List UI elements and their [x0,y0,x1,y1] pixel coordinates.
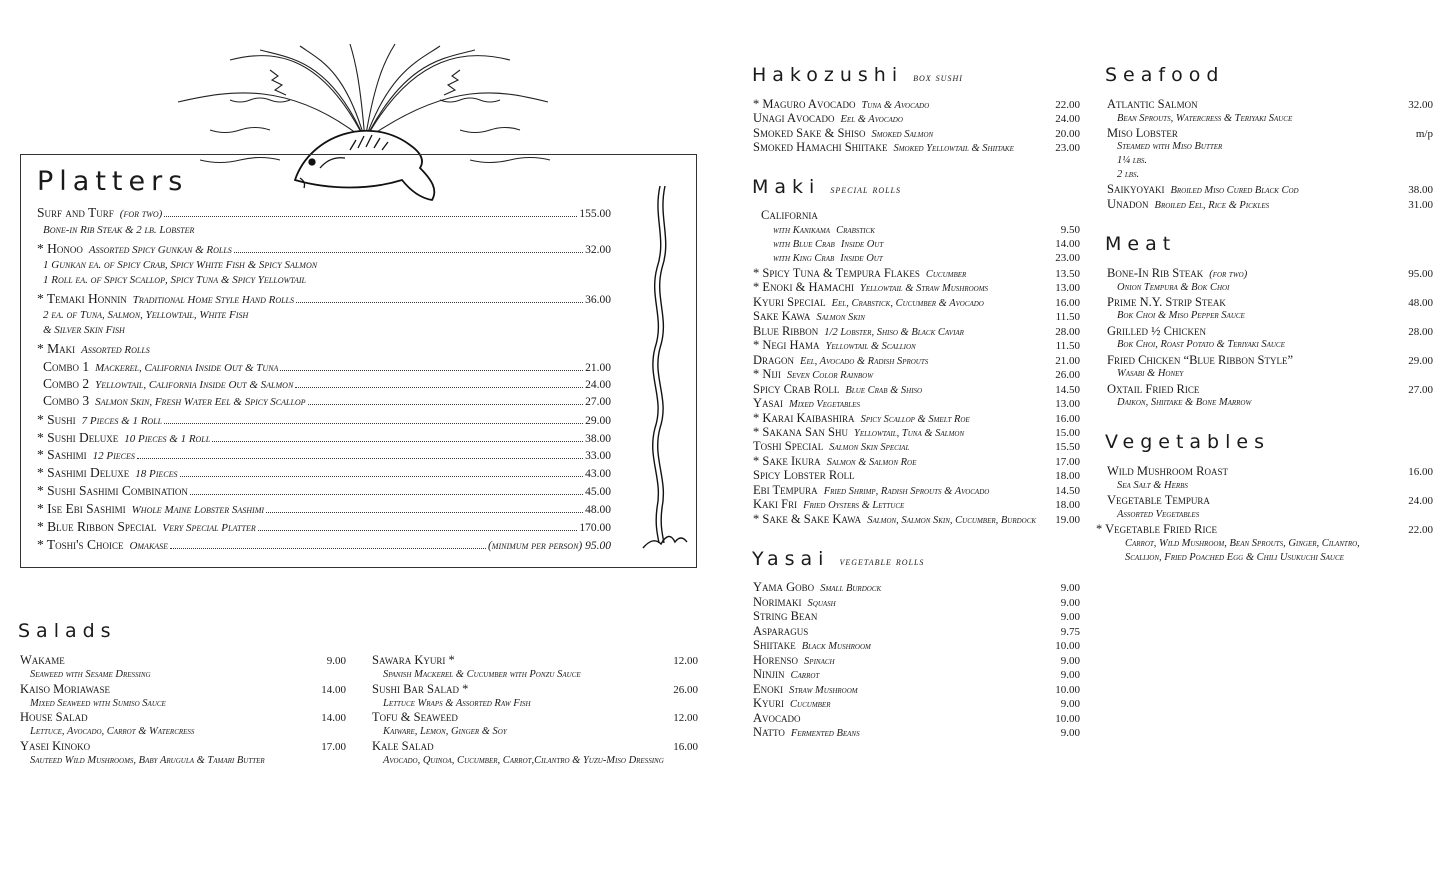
salad-desc: Avocado, Quinoa, Cucumber, Carrot,Cilantro & Yuzu-Miso Dressing [383,755,664,766]
platter-item: * Maki Assorted Rolls [37,341,150,356]
menu-item: Grilled ½ Chicken 28.00 [1107,323,1433,338]
seaweed-illustration [635,178,690,553]
menu-item: Dragon Eel, Avocado & Radish Sprouts 21.00 [753,352,1080,367]
platter-item: * Sushi 7 Pieces & 1 Roll 29.00 [37,412,611,427]
menu-item: Smoked Sake & Shiso Smoked Salmon 20.00 [753,125,1080,140]
menu-item: * Spicy Tuna & Tempura Flakes Cucumber 13.50 [753,266,1080,280]
menu-item-desc: Carrot, Wild Mushroom, Bean Sprouts, Ginger, Cilantro, [1125,537,1360,549]
menu-item-desc: Bok Choi, Roast Potato & Teriyaki Sauce [1117,339,1285,351]
menu-item: Shiitake Black Mushroom 10.00 [753,638,1080,652]
menu-item-desc: 1¼ lbs. [1117,155,1148,166]
menu-item: Kaki Fri Fried Oysters & Lettuce 18.00 [753,497,1080,512]
platter-item: * Sushi Deluxe 10 Pieces & 1 Roll 38.00 [37,430,611,445]
menu-item: Norimaki Squash 9.00 [753,594,1080,609]
menu-item: Spicy Lobster Roll 18.00 [753,468,1080,483]
menu-item: Saikyoyaki Broiled Miso Cured Black Cod 38.00 [1107,182,1433,196]
meat-heading: Meat [1105,233,1177,255]
menu-item: Spicy Crab Roll Blue Crab & Shiso 14.50 [753,381,1080,396]
menu-item: Fried Chicken “Blue Ribbon Style” 29.00 [1107,352,1433,367]
menu-item: Miso Lobster m/p [1107,125,1433,140]
salad-desc: Sauteed Wild Mushrooms, Baby Arugula & Tamari Butter [30,755,265,766]
menu-item: Natto Fermented Beans 9.00 [753,725,1080,739]
california-option: with Blue Crab Inside Out 14.00 [773,238,1080,250]
platter-note: 2 ea. of Tuna, Salmon, Yellowtail, White Fish [43,309,249,321]
menu-item: Horenso Spinach 9.00 [753,652,1080,667]
menu-item: Kyuri Cucumber 9.00 [753,696,1080,710]
salad-item: House Salad 14.00 [20,710,346,724]
menu-item-desc: Wasabi & Honey [1117,368,1184,380]
menu-item: Sake Kawa Salmon Skin 11.50 [753,309,1080,324]
platter-item: * Sashimi 12 Pieces 33.00 [37,447,611,462]
menu-item: Toshi Special Salmon Skin Special 15.50 [753,439,1080,454]
menu-item: Prime N.Y. Strip Steak 48.00 [1107,294,1433,309]
yasai-heading: Yasai vegetable rolls [752,548,925,570]
menu-item: * Enoki & Hamachi Yellowtail & Straw Mushrooms 13.00 [753,280,1080,295]
salad-desc: Spanish Mackerel & Cucumber with Ponzu Sauce [383,669,581,680]
platter-note: 1 Gunkan ea. of Spicy Crab, Spicy White Fish & Spicy Salmon [43,259,318,271]
menu-item-desc: Scallion, Fried Poached Egg & Chili Usukuchi Sauce [1125,551,1344,563]
california-option: with Kanikama Crabstick 9.50 [773,224,1080,236]
salad-item: Sawara Kyuri * 12.00 [372,653,698,667]
maki-heading: Maki special rolls [752,176,901,198]
platter-item: * Ise Ebi Sashimi Whole Maine Lobster Sashimi 48.00 [37,501,611,516]
menu-item: Oxtail Fried Rice 27.00 [1107,381,1433,396]
platter-note: & Silver Skin Fish [43,324,125,336]
menu-item: Wild Mushroom Roast 16.00 [1107,464,1433,478]
menu-item: Unadon Broiled Eel, Rice & Pickles 31.00 [1107,196,1433,211]
seafood-heading: Seafood [1105,64,1225,86]
menu-item: Smoked Hamachi Shiitake Smoked Yellowtail & Shiitake 23.00 [753,140,1080,155]
platter-item: * Sashimi Deluxe 18 Pieces 43.00 [37,465,611,480]
menu-item: Ninjin Carrot 9.00 [753,667,1080,681]
menu-item-desc: Bean Sprouts, Watercress & Teriyaki Sauce [1117,112,1293,124]
platter-item: * Temaki Honnin Traditional Home Style Hand Rolls 36.00 [37,291,611,306]
menu-item: * Niji Seven Color Rainbow 26.00 [753,367,1080,382]
menu-item: Unagi Avocado Eel & Avocado 24.00 [753,111,1080,126]
menu-item: Vegetable Tempura 24.00 [1107,493,1433,507]
menu-item: Atlantic Salmon 32.00 [1107,97,1433,111]
menu-item: * Sakana San Shu Yellowtail, Tuna & Salmon 15.00 [753,424,1080,439]
menu-item-desc: 2 lbs. [1117,169,1140,180]
menu-item-desc: Assorted Vegetables [1117,508,1200,520]
platter-item: * Sushi Sashimi Combination 45.00 [37,483,611,498]
menu-item: * Vegetable Fried Rice 22.00 [1096,522,1433,536]
platter-item: * Toshi's Choice Omakase (minimum per person) 95.00 [37,537,611,552]
menu-item: Blue Ribbon 1/2 Lobster, Shiso & Black Caviar 28.00 [753,323,1080,338]
salad-desc: Mixed Seaweed with Sumiso Sauce [30,698,166,709]
salad-desc: Lettuce Wraps & Assorted Raw Fish [383,698,531,709]
menu-item: Enoki Straw Mushroom 10.00 [753,681,1080,696]
california-option: with King Crab Inside Out 23.00 [773,252,1080,264]
platter-item: * Blue Ribbon Special Very Special Platter 170.00 [37,519,611,534]
menu-item: Yama Gobo Small Burdock 9.00 [753,580,1080,594]
salads-heading: Salads [18,620,117,642]
menu-item: Asparagus 9.75 [753,623,1080,638]
salad-item: Kale Salad 16.00 [372,739,698,753]
salad-desc: Lettuce, Avocado, Carrot & Watercress [30,726,195,737]
maki-california: California [761,208,818,222]
menu-item: * Sake & Sake Kawa Salmon, Salmon Skin, Cucumber, Burdock 19.00 [753,511,1080,526]
salad-item: Kaiso Moriawase 14.00 [20,682,346,696]
salad-desc: Seaweed with Sesame Dressing [30,669,151,680]
salad-item: Tofu & Seaweed 12.00 [372,710,698,724]
platter-note: Bone-in Rib Steak & 2 lb. Lobster [43,224,195,236]
salad-item: Wakame 9.00 [20,653,346,667]
platter-item: Surf and Turf (for two) 155.00 [37,205,611,220]
menu-item-desc: Steamed with Miso Butter [1117,141,1223,152]
platter-note: 1 Roll ea. of Spicy Scallop, Spicy Tuna & Spicy Yellowtail [43,274,306,286]
platter-item: Combo 3 Salmon Skin, Fresh Water Eel & Spicy Scallop 27.00 [43,393,611,408]
menu-item-desc: Daikon, Shiitake & Bone Marrow [1117,397,1252,409]
menu-item: * Negi Hama Yellowtail & Scallion 11.50 [753,338,1080,353]
menu-item-desc: Onion Tempura & Bok Choi [1117,281,1230,293]
vegetables-heading: Vegetables [1105,431,1270,453]
hakozushi-heading: Hakozushi box sushi [752,64,963,86]
menu-item: Kyuri Special Eel, Crabstick, Cucumber & Avocado 16.00 [753,294,1080,309]
menu-item: String Bean 9.00 [753,609,1080,623]
menu-item-desc: Bok Choi & Miso Pepper Sauce [1117,310,1245,322]
menu-item: Ebi Tempura Fried Shrimp, Radish Sprouts & Avocado 14.50 [753,482,1080,497]
menu-item-desc: Sea Salt & Herbs [1117,479,1188,491]
menu-item: * Karai Kaibashira Spicy Scallop & Smelt Roe 16.00 [753,410,1080,425]
menu-item: * Sake Ikura Salmon & Salmon Roe 17.00 [753,453,1080,468]
platter-item: Combo 1 Mackerel, California Inside Out & Tuna 21.00 [43,359,611,374]
salad-desc: Kaiware, Lemon, Ginger & Soy [383,726,507,737]
salad-item: Sushi Bar Salad * 26.00 [372,682,698,696]
platters-heading: Platters [37,166,189,197]
menu-item: Avocado 10.00 [753,710,1080,725]
platter-item: Combo 2 Yellowtail, California Inside Out & Salmon 24.00 [43,376,611,391]
salad-item: Yasei Kinoko 17.00 [20,739,346,753]
menu-item: Yasai Mixed Vegetables 13.00 [753,396,1080,411]
menu-item: * Maguro Avocado Tuna & Avocado 22.00 [753,97,1080,111]
platter-item: * Honoo Assorted Spicy Gunkan & Rolls 32.00 [37,241,611,256]
menu-item: Bone-In Rib Steak (for two) 95.00 [1107,266,1433,280]
